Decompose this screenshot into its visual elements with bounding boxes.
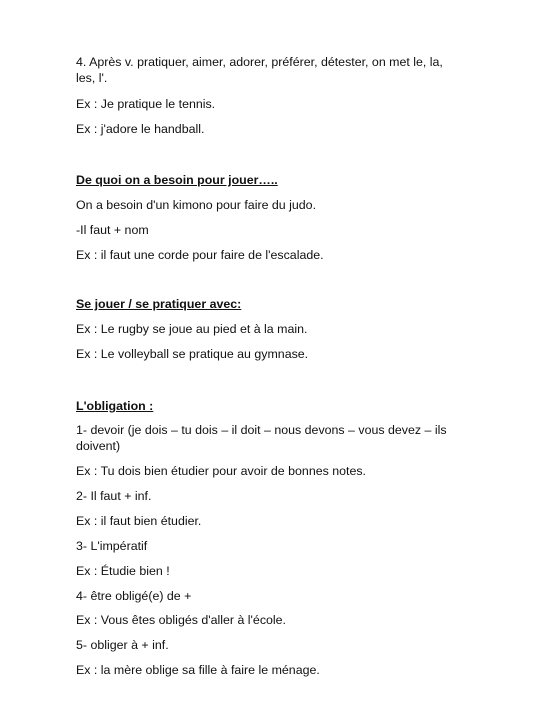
obligation-etre-oblige: 4- être obligé(e) de + xyxy=(76,589,192,603)
obligation-il-faut: 2- Il faut + inf. xyxy=(76,489,152,503)
example-handball: Ex : j'adore le handball. xyxy=(76,122,205,136)
rule-4: 4. Après v. pratiquer, aimer, adorer, préférer, détester, on met le, la, les, l'. xyxy=(76,55,443,85)
heading-se-jouer: Se jouer / se pratiquer avec: xyxy=(76,297,242,311)
obligation-etre-oblige-example: Ex : Vous êtes obligés d'aller à l'école. xyxy=(76,613,286,627)
obligation-imperatif-example: Ex : Étudie bien ! xyxy=(76,564,170,578)
se-jouer-example-volleyball: Ex : Le volleyball se pratique au gymnase. xyxy=(76,347,309,361)
se-jouer-example-rugby: Ex : Le rugby se joue au pied et à la main. xyxy=(76,322,308,336)
obligation-il-faut-example: Ex : il faut bien étudier. xyxy=(76,514,202,528)
obligation-devoir: 1- devoir (je dois – tu dois – il doit – nous devons – vous devez – ils doivent) xyxy=(76,423,447,453)
obligation-imperatif: 3- L'impératif xyxy=(76,539,148,553)
example-tennis: Ex : Je pratique le tennis. xyxy=(76,97,216,111)
besoin-example: Ex : il faut une corde pour faire de l'escalade. xyxy=(76,248,324,262)
heading-besoin: De quoi on a besoin pour jouer….. xyxy=(76,173,278,187)
obligation-obliger-example: Ex : la mère oblige sa fille à faire le ménage. xyxy=(76,663,320,677)
obligation-obliger: 5- obliger à + inf. xyxy=(76,638,169,652)
heading-obligation: L'obligation : xyxy=(76,399,154,413)
besoin-rule: -Il faut + nom xyxy=(76,223,149,237)
obligation-devoir-example: Ex : Tu dois bien étudier pour avoir de bonnes notes. xyxy=(76,464,366,478)
besoin-kimono: On a besoin d'un kimono pour faire du judo. xyxy=(76,198,317,212)
